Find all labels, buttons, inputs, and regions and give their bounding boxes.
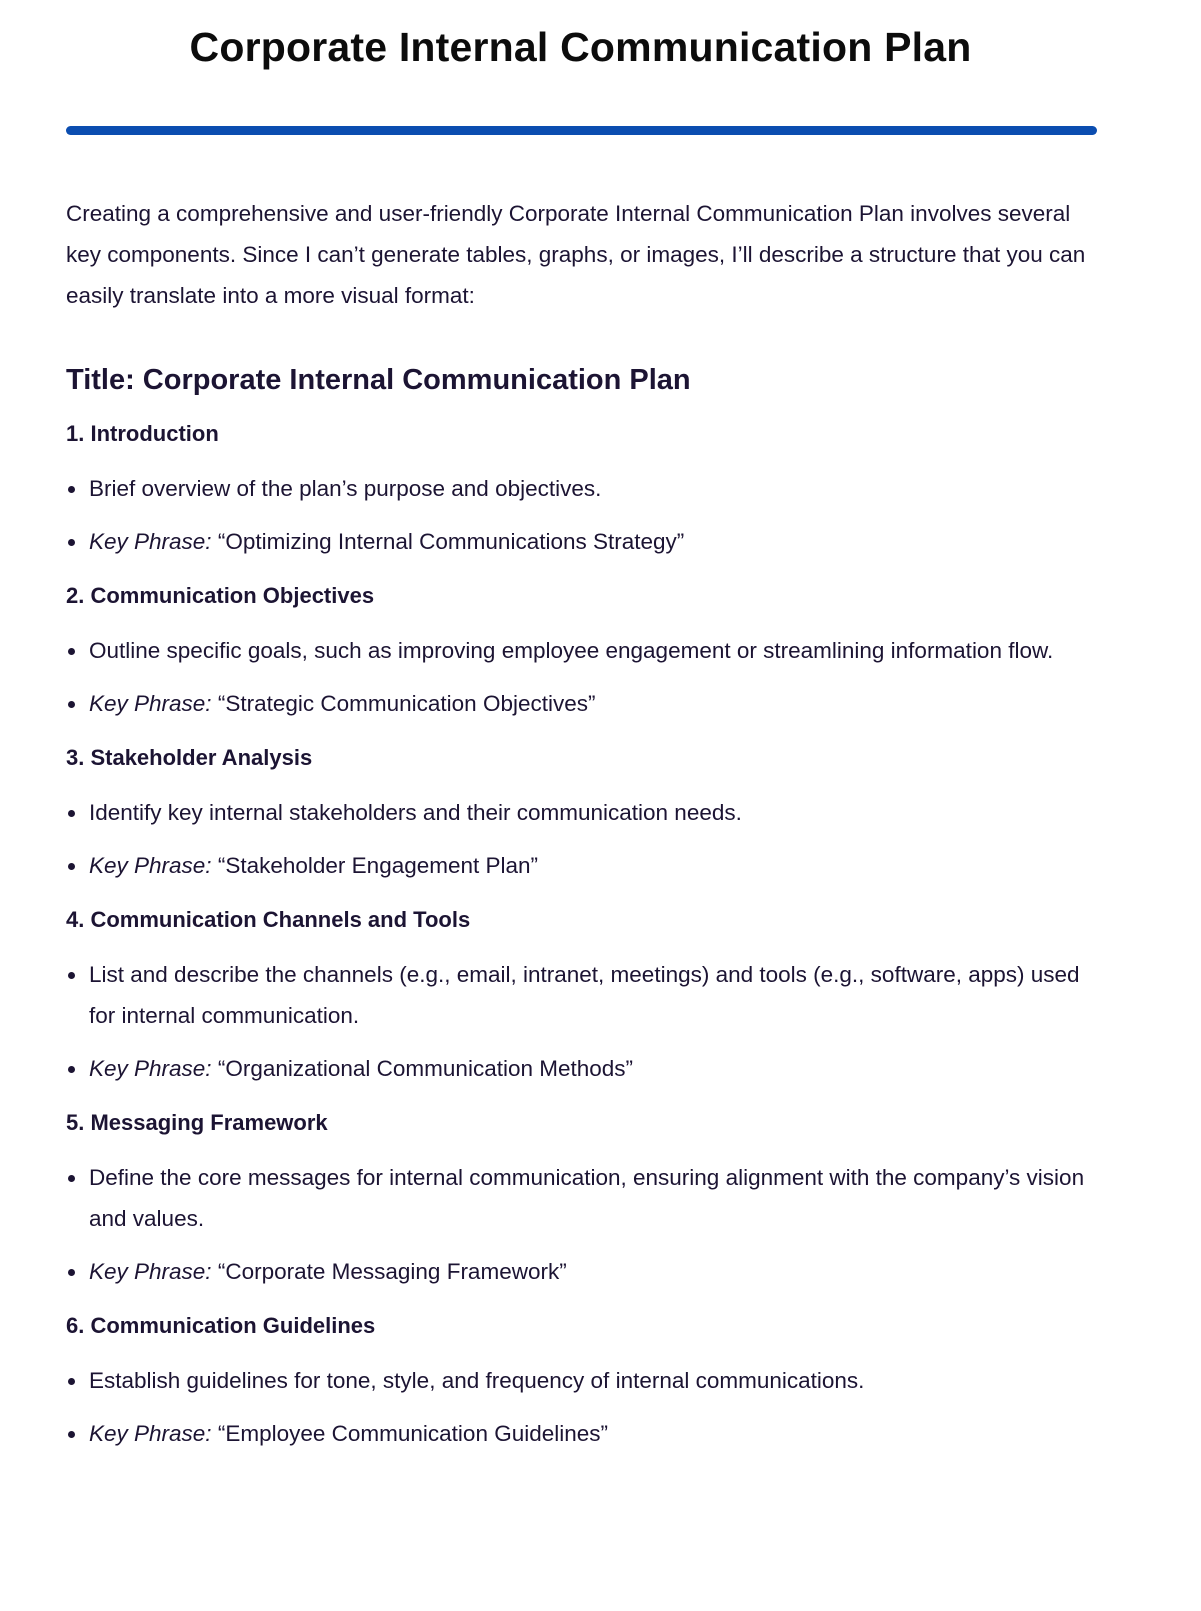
list-item-key-phrase [66, 845, 1106, 886]
key-phrase-label: Key Phrase: [89, 1056, 212, 1081]
list-item-description: Brief overview of the plan’s purpose and objectives. [66, 468, 1106, 509]
document-title: Corporate Internal Communication Plan [189, 24, 972, 70]
key-phrase-text: “Optimizing Internal Communications Strategy” [217, 529, 685, 554]
bullet-list [66, 954, 1106, 1089]
list-item-key-phrase [66, 1413, 1106, 1454]
section-communication-objectives [66, 576, 1106, 724]
document-body [66, 193, 1106, 1466]
key-phrase-label: Key Phrase: [89, 691, 212, 716]
section-introduction [66, 414, 1106, 562]
key-phrase-label: Key Phrase: [89, 1259, 212, 1284]
bullet-list [66, 630, 1106, 724]
list-item-key-phrase [66, 1251, 1106, 1292]
key-phrase-text: “Organizational Communication Methods” [217, 1056, 634, 1081]
list-item-key-phrase [66, 1048, 1106, 1089]
list-item-description: Establish guidelines for tone, style, and frequency of internal communications. [66, 1360, 1106, 1401]
list-item-description: Define the core messages for internal communication, ensuring alignment with the company’s vision and values. [66, 1157, 1106, 1239]
list-item-description: Identify key internal stakeholders and their communication needs. [66, 792, 1106, 833]
key-phrase-text: “Strategic Communication Objectives” [217, 691, 596, 716]
key-phrase-label: Key Phrase: [89, 529, 212, 554]
bullet-list [66, 1360, 1106, 1454]
section-heading: 1. Introduction [66, 421, 219, 446]
intro-paragraph: Creating a comprehensive and user-friendly Corporate Internal Communication Plan involves several key components. Since I can’t generate tables, graphs, or images, I’ll describe a structure that you can easily translate into a more visual format: [66, 201, 1086, 308]
list-item-description: Outline specific goals, such as improving employee engagement or streamlining information flow. [66, 630, 1106, 671]
plan-title-heading: Title: Corporate Internal Communication Plan [66, 364, 691, 396]
section-heading: 6. Communication Guidelines [66, 1313, 376, 1338]
key-phrase-text: “Employee Communication Guidelines” [217, 1421, 609, 1446]
section-heading: 5. Messaging Framework [66, 1110, 328, 1135]
bullet-list [66, 468, 1106, 562]
key-phrase-text: “Stakeholder Engagement Plan” [217, 853, 539, 878]
section-messaging-framework [66, 1103, 1106, 1292]
section-communication-channels [66, 900, 1106, 1089]
key-phrase-label: Key Phrase: [89, 853, 212, 878]
section-stakeholder-analysis [66, 738, 1106, 886]
key-phrase-label: Key Phrase: [89, 1421, 212, 1446]
list-item-description: List and describe the channels (e.g., email, intranet, meetings) and tools (e.g., software, apps) used for internal communication. [66, 954, 1106, 1036]
list-item-key-phrase [66, 521, 1106, 562]
title-divider [66, 126, 1097, 135]
section-heading: 3. Stakeholder Analysis [66, 745, 313, 770]
bullet-list [66, 1157, 1106, 1292]
bullet-list [66, 792, 1106, 886]
section-heading: 4. Communication Channels and Tools [66, 907, 471, 932]
list-item-key-phrase [66, 683, 1106, 724]
section-communication-guidelines [66, 1306, 1106, 1454]
section-heading: 2. Communication Objectives [66, 583, 375, 608]
key-phrase-text: “Corporate Messaging Framework” [217, 1259, 567, 1284]
